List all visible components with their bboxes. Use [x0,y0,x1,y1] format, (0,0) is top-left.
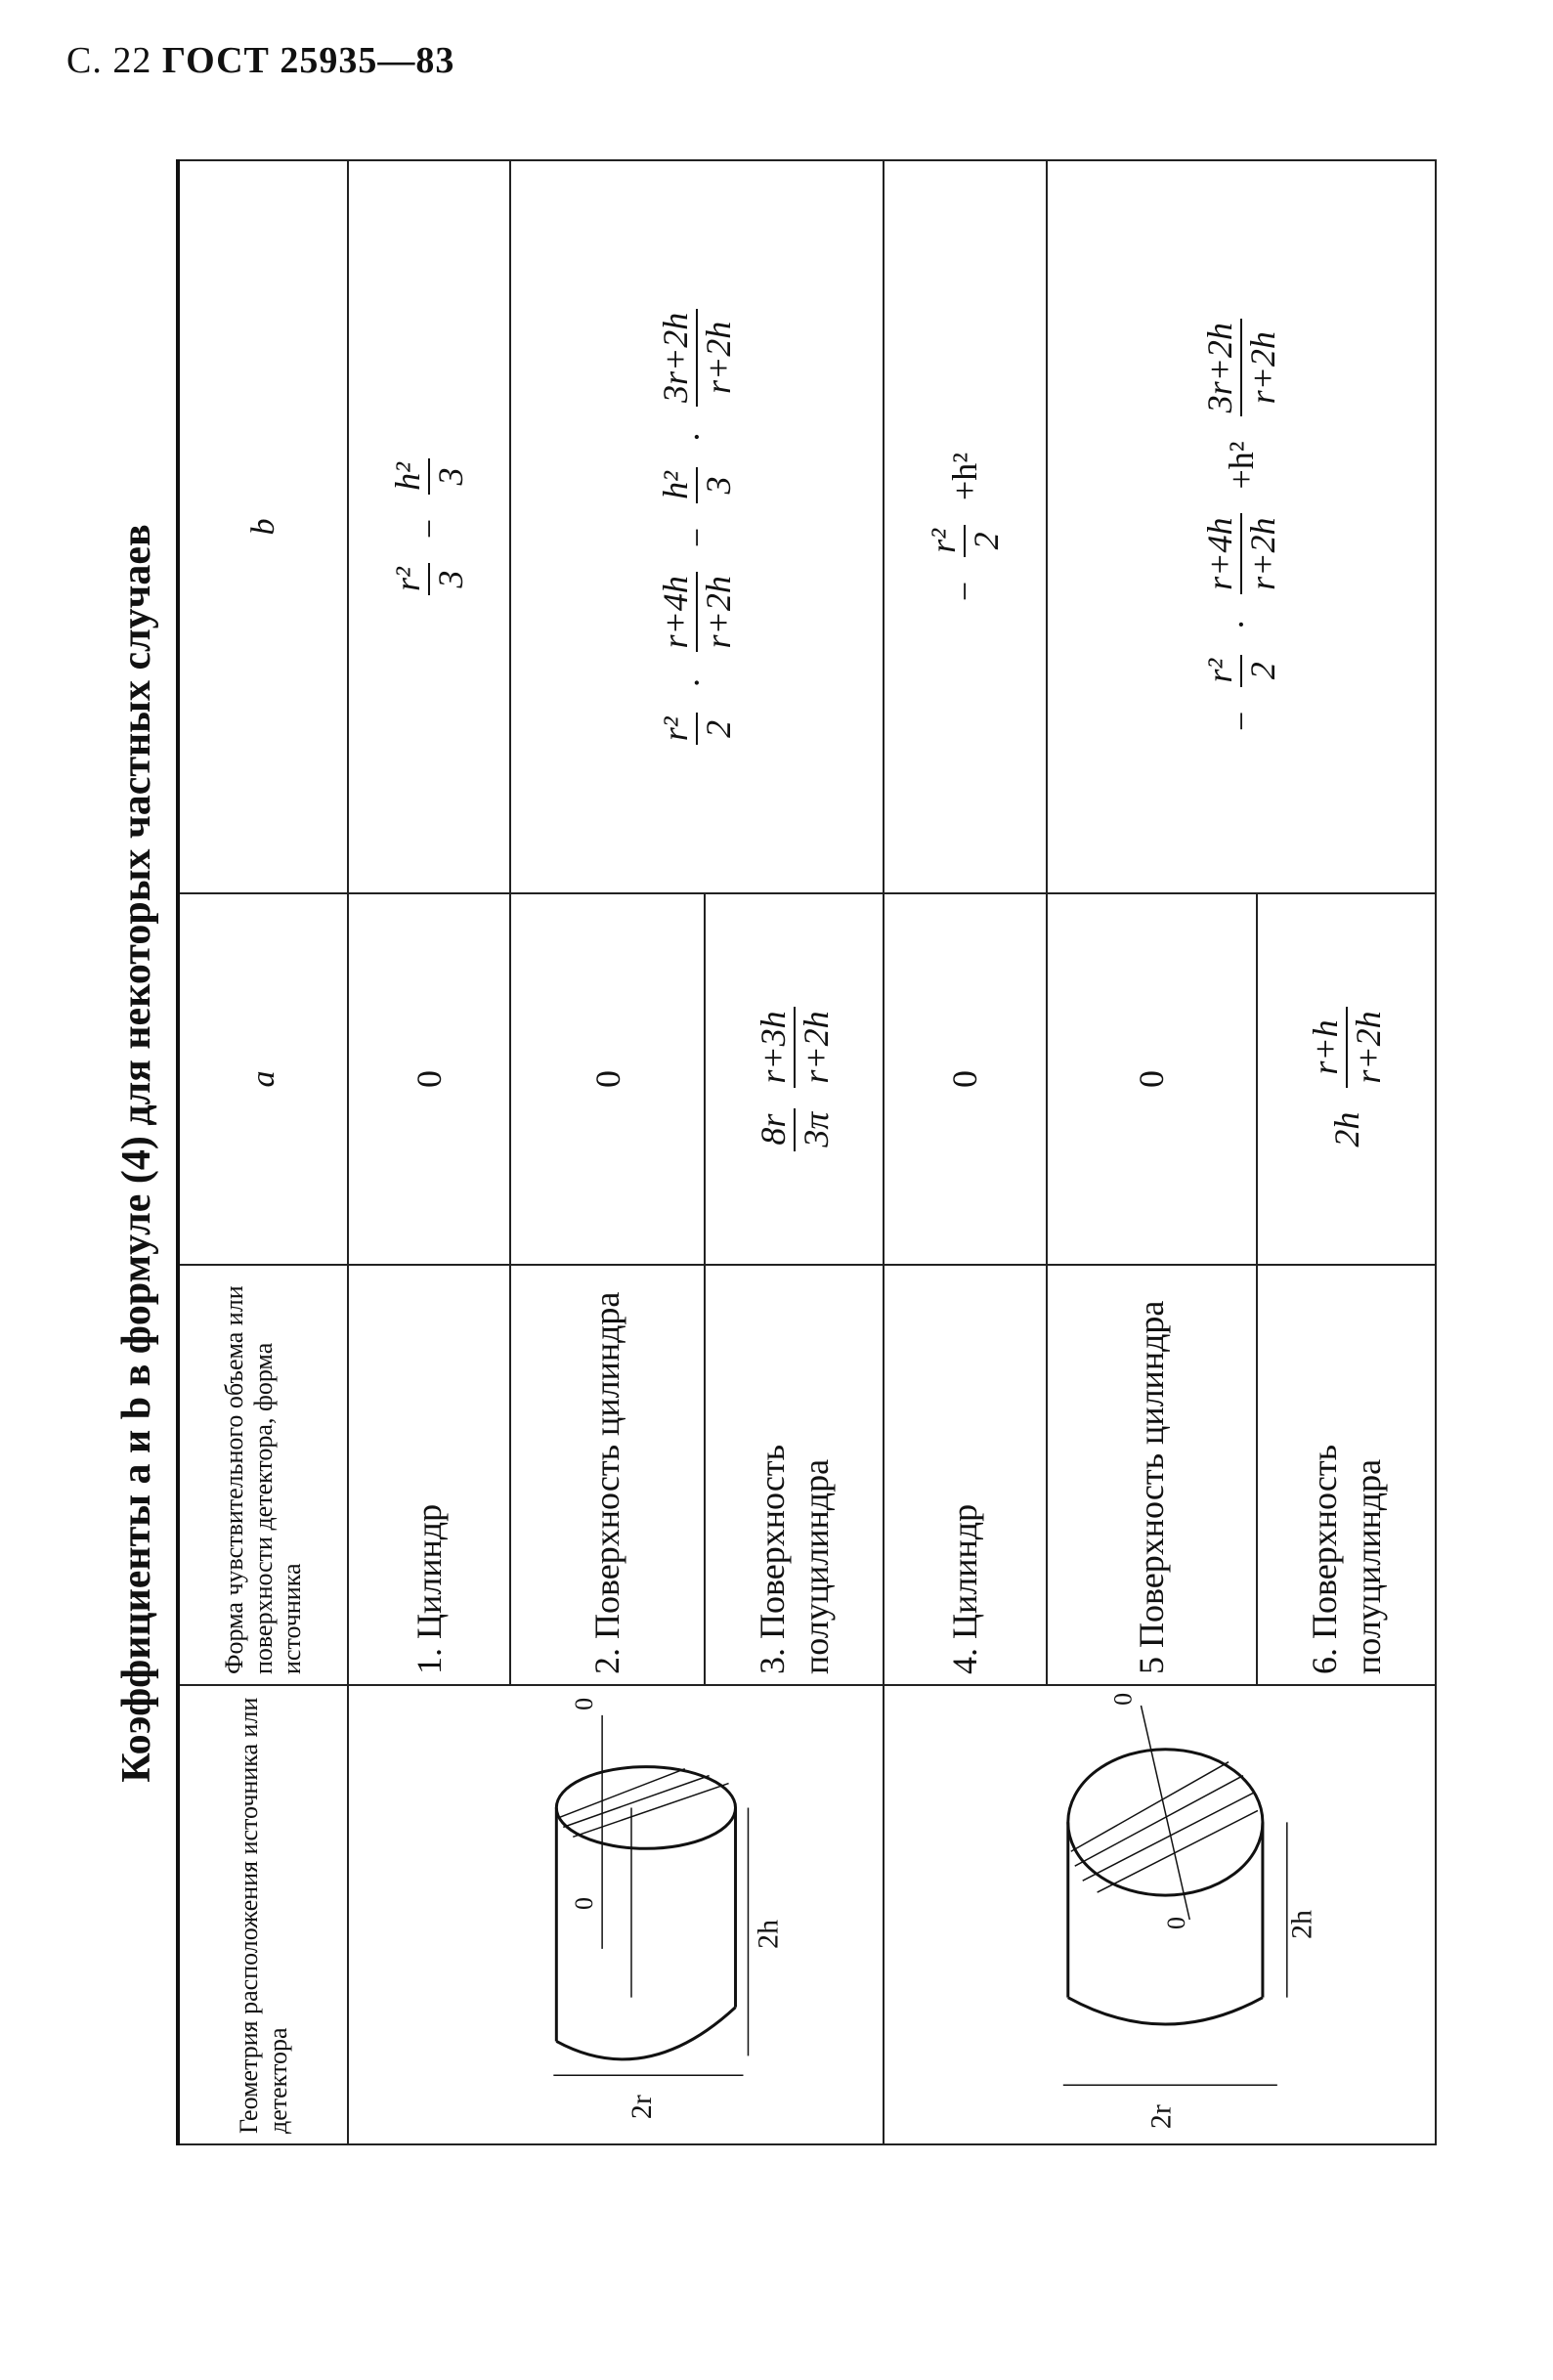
b-4: − r² 2 +h² [884,160,1046,893]
rotated-table-block [98,161,1437,2145]
label-2h-bottom: 2h [1285,1910,1318,1939]
geometry-figure-2 [884,1685,1436,2144]
header-shape: Форма чувствительного объема или поверхности детектора, форма источника [178,1265,348,1685]
shape-5: 5 Поверхность цилиндра [1047,1265,1258,1685]
label-o-top-2: 0 [569,1697,598,1710]
b-1: r² 3 − h² 3 [348,160,510,893]
a-4: 0 [884,893,1046,1265]
page-header [66,39,454,82]
label-o-bottom-2: 0 [1108,1692,1138,1706]
header-b: b [178,160,348,893]
a-5: 0 [1047,893,1258,1265]
a-2: 0 [510,893,705,1265]
cylinder-side-figure [345,1686,879,2143]
label-2r-top: 2r [625,2095,658,2120]
header-geometry: Геометрия расположения источника или детектора [178,1685,348,2144]
b-2: r² 2 · r+4h r+2h − h² 3 · 3r+2h r+2h [510,160,884,893]
shape-2: 2. Поверхность цилиндра [510,1265,705,1685]
shape-1: 1. Цилиндр [348,1265,510,1685]
label-o-top-1: 0 [569,1897,598,1911]
a-3: 8r 3π r+3h r+2h [705,893,884,1265]
a-1: 0 [348,893,510,1265]
label-2r-bottom: 2r [1144,2104,1178,2130]
geometry-figure-1 [348,1685,884,2144]
a-6: 2h r+h r+2h [1257,893,1436,1265]
b-5: − r² 2 · r+4h r+2h +h² 3r+2h r+2h [1047,160,1436,893]
coefficients-table [176,159,1437,2145]
label-2h-top: 2h [751,1919,784,1949]
shape-3: 3. Поверхность полуцилиндра [705,1265,884,1685]
page-number: С. 22 [66,40,152,81]
label-o-bottom-1: 0 [1161,1916,1190,1929]
gost-number: ГОСТ 25935—83 [161,40,455,81]
shape-4: 4. Цилиндр [884,1265,1046,1685]
header-a: a [178,893,348,1265]
shape-6: 6. Поверхность полуцилиндра [1257,1265,1436,1685]
cylinder-end-figure [881,1686,1431,2143]
table-caption: Коэффициенты a и b в формуле (4) для некоторых частных случаев [114,524,159,1783]
